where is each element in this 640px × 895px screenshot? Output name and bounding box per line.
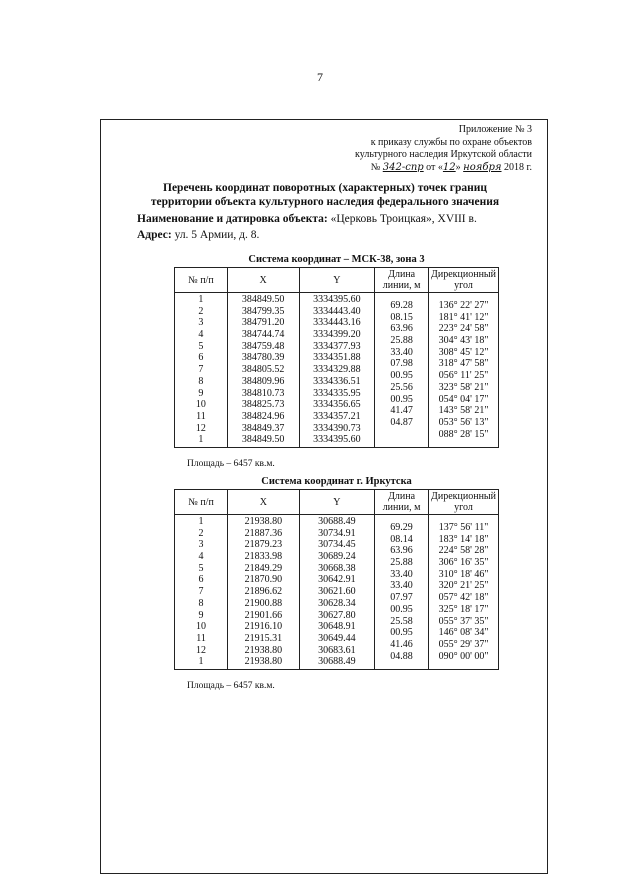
y-value: 3334336.51: [313, 375, 361, 387]
direction-angle: 057° 42' 18": [438, 592, 489, 604]
point-number: 3: [198, 317, 204, 329]
direction-angle: 146° 08' 34": [438, 627, 489, 639]
x-value: 21833.98: [244, 551, 283, 563]
title-line-1: Перечень координат поворотных (характерных) точек границ: [163, 182, 487, 194]
direction-angle: 056° 11' 25": [438, 370, 489, 382]
appendix-line-3: культурного наследия Иркутской области: [355, 149, 532, 160]
document-title: [125, 181, 525, 209]
direction-angle: 181° 41' 12": [438, 311, 489, 323]
order-month: ноября: [463, 161, 502, 173]
line-length: 25.58: [390, 615, 413, 627]
line-length: 41.46: [390, 638, 413, 650]
address-label: Адрес:: [137, 229, 172, 241]
direction-angle: 090° 00' 00": [438, 650, 489, 662]
line-length: 33.40: [390, 568, 413, 580]
point-number: 9: [198, 609, 204, 621]
x-value: 21916.10: [244, 621, 283, 633]
area-1: Площадь – 6457 кв.м.: [187, 459, 275, 469]
line-length: 08.14: [390, 533, 413, 545]
y-value: 3334395.60: [313, 294, 361, 305]
order-day: 12: [442, 161, 456, 173]
direction-angle: 137° 56' 11": [438, 522, 489, 533]
x-value: 384849.50: [241, 294, 285, 305]
page-number: 7: [317, 70, 323, 84]
header-number: № п/п: [175, 490, 228, 515]
y-value: 3334357.21: [313, 410, 361, 422]
table-body-row: [175, 293, 499, 448]
x-value: 21900.88: [244, 597, 283, 609]
system-1-caption: Система координат – МСК-38, зона 3: [248, 254, 425, 265]
direction-angle: 224° 58' 28": [438, 545, 489, 557]
y-value: 30628.34: [318, 597, 356, 609]
point-number: 1: [198, 434, 204, 446]
table-body-row: [175, 515, 499, 670]
line-length: 04.88: [390, 650, 413, 662]
line-length: 08.15: [390, 311, 413, 323]
direction-angle: 143° 58' 21": [438, 405, 489, 417]
order-number-prefix: №: [370, 161, 381, 173]
line-length: 69.29: [390, 522, 413, 533]
length-column: [378, 516, 425, 662]
point-number: 6: [198, 352, 204, 364]
x-value: 384849.37: [241, 422, 285, 434]
point-number: 12: [195, 422, 206, 434]
line-length: 00.95: [390, 603, 413, 615]
coordinates-table-2: [174, 489, 499, 670]
y-value: 3334335.95: [313, 387, 361, 399]
x-value: 384744.74: [241, 329, 285, 341]
y-value: 30688.49: [318, 516, 356, 527]
point-number: 3: [198, 539, 204, 551]
point-number: 11: [196, 410, 206, 422]
date-from: от «: [426, 161, 443, 173]
order-number: 342-спр: [382, 161, 424, 173]
angle-column: [432, 294, 495, 440]
x-value: 384825.73: [241, 399, 285, 411]
point-number: 7: [198, 364, 204, 376]
x-value: 384759.48: [241, 340, 285, 352]
title-line-2: территории объекта культурного наследия федерального значения: [150, 196, 500, 208]
appendix-line-1: Приложение № 3: [458, 124, 532, 135]
y-value: 3334377.93: [313, 340, 361, 352]
line-length: 63.96: [390, 545, 413, 557]
point-number: 6: [198, 574, 204, 586]
x-column: [231, 516, 296, 668]
y-value: 30683.61: [318, 644, 356, 656]
point-number: 1: [198, 516, 204, 527]
header-x: X: [228, 490, 300, 515]
table-header-row: [175, 268, 499, 293]
line-length: 07.97: [390, 592, 413, 604]
header-y: Y: [299, 268, 375, 293]
header-angle: Дирекционный угол: [429, 490, 499, 515]
point-number: 7: [198, 586, 204, 598]
line-length: 00.95: [390, 370, 413, 382]
y-value: 3334351.88: [313, 352, 361, 364]
point-number: 5: [198, 562, 204, 574]
point-number: 8: [198, 597, 204, 609]
y-value: 30688.49: [318, 656, 356, 668]
x-value: 21938.80: [244, 516, 283, 527]
y-value: 3334390.73: [313, 422, 361, 434]
direction-angle: 318° 47' 58": [438, 358, 489, 370]
direction-angle: 223° 24' 58": [438, 323, 489, 335]
area-2: Площадь – 6457 кв.м.: [187, 681, 275, 691]
x-value: 384799.35: [241, 305, 285, 317]
line-length: 33.40: [390, 346, 413, 358]
point-number: 2: [198, 527, 204, 539]
y-value: 30689.24: [318, 551, 356, 563]
y-value: 3334399.20: [313, 329, 361, 341]
y-value: 30734.45: [318, 539, 356, 551]
length-column: [378, 294, 425, 429]
point-number: 4: [198, 329, 204, 341]
line-length: 63.96: [390, 323, 413, 335]
line-length: 25.56: [390, 381, 413, 393]
point-number: 10: [195, 399, 206, 411]
appendix-header: [355, 124, 532, 174]
header-y: Y: [299, 490, 374, 515]
line-length: 25.88: [390, 557, 413, 569]
order-year: 2018 г.: [504, 161, 532, 173]
header-angle: Дирекционный угол: [429, 268, 499, 293]
y-value: 30621.60: [318, 586, 356, 598]
x-value: 384809.96: [241, 375, 285, 387]
x-value: 384780.39: [241, 352, 285, 364]
direction-angle: 304° 43' 18": [438, 335, 489, 347]
direction-angle: 320° 21' 25": [438, 580, 489, 592]
object-address-line: [137, 229, 259, 241]
direction-angle: 055° 37' 35": [438, 615, 489, 627]
header-length: Длина линии, м: [375, 490, 429, 515]
x-value: 21901.66: [244, 609, 283, 621]
direction-angle: 055° 29' 37": [438, 638, 489, 650]
line-length: 00.95: [390, 627, 413, 639]
x-value: 21870.90: [244, 574, 283, 586]
direction-angle: 306° 16' 35": [438, 557, 489, 569]
direction-angle: 308° 45' 12": [438, 346, 489, 358]
x-column: [231, 294, 296, 446]
point-number: 8: [198, 375, 204, 387]
y-value: 3334443.16: [313, 317, 361, 329]
point-number: 10: [196, 621, 207, 633]
direction-angle: 310° 18' 46": [438, 568, 489, 580]
y-value: 30627.80: [318, 609, 356, 621]
y-value: 3334395.60: [313, 434, 361, 446]
x-value: 21849.29: [244, 562, 283, 574]
date-mid: »: [455, 161, 461, 173]
system-2-caption: Система координат г. Иркутска: [261, 476, 412, 487]
coordinates-table-1: [174, 267, 499, 448]
x-value: 384824.96: [241, 410, 285, 422]
line-length: 07.98: [390, 358, 413, 370]
direction-angle: 088° 28' 15": [438, 428, 489, 440]
header-length: Длина линии, м: [375, 268, 429, 293]
point-number: 12: [196, 644, 207, 656]
point-number: 4: [198, 551, 204, 563]
point-number: 1: [198, 294, 204, 305]
y-value: 30649.44: [318, 632, 356, 644]
line-length: 41.47: [390, 405, 413, 417]
point-number: 2: [198, 305, 204, 317]
table-header-row: [175, 490, 499, 515]
x-value: 21938.80: [244, 644, 283, 656]
x-value: 21938.80: [244, 656, 283, 668]
line-length: 00.95: [390, 393, 413, 405]
x-value: 384791.20: [241, 317, 285, 329]
y-value: 3334443.40: [313, 305, 361, 317]
point-number: 11: [196, 632, 206, 644]
x-value: 21896.62: [244, 586, 283, 598]
x-value: 21887.36: [244, 527, 283, 539]
line-length: 25.88: [390, 335, 413, 347]
line-length: 04.87: [390, 416, 413, 428]
direction-angle: 183° 14' 18": [438, 533, 489, 545]
direction-angle: 136° 22' 27": [438, 300, 489, 311]
direction-angle: 053° 56' 13": [438, 416, 489, 428]
point-number: 5: [198, 340, 204, 352]
point-number-column: [178, 516, 224, 668]
address-value: ул. 5 Армии, д. 8.: [174, 229, 260, 241]
appendix-order-line: [355, 162, 532, 175]
point-number: 9: [198, 387, 204, 399]
header-number: № п/п: [175, 268, 228, 293]
y-value: 30642.91: [318, 574, 356, 586]
point-number: 1: [198, 656, 204, 668]
object-name-line: [137, 213, 477, 225]
x-value: 21879.23: [244, 539, 283, 551]
y-value: 3334329.88: [313, 364, 361, 376]
appendix-line-2: к приказу службы по охране объектов: [370, 136, 532, 148]
y-value: 30734.91: [318, 527, 356, 539]
x-value: 384849.50: [241, 434, 285, 446]
direction-angle: 054° 04' 17": [438, 393, 489, 405]
y-value: 30648.91: [318, 621, 356, 633]
y-column: [303, 516, 371, 668]
x-value: 21915.31: [244, 632, 283, 644]
line-length: 33.40: [390, 580, 413, 592]
object-name-value: «Церковь Троицкая», XVIII в.: [330, 213, 477, 225]
y-column: [303, 294, 372, 446]
line-length: 69.28: [390, 300, 413, 311]
y-value: 30668.38: [318, 562, 356, 574]
direction-angle: 325° 18' 17": [438, 603, 489, 615]
header-x: X: [227, 268, 299, 293]
angle-column: [432, 516, 495, 662]
x-value: 384805.52: [241, 364, 285, 376]
direction-angle: 323° 58' 21": [438, 381, 489, 393]
y-value: 3334356.65: [313, 399, 361, 411]
point-number-column: [178, 294, 224, 446]
x-value: 384810.73: [241, 387, 285, 399]
object-name-label: Наименование и датировка объекта:: [137, 213, 328, 225]
